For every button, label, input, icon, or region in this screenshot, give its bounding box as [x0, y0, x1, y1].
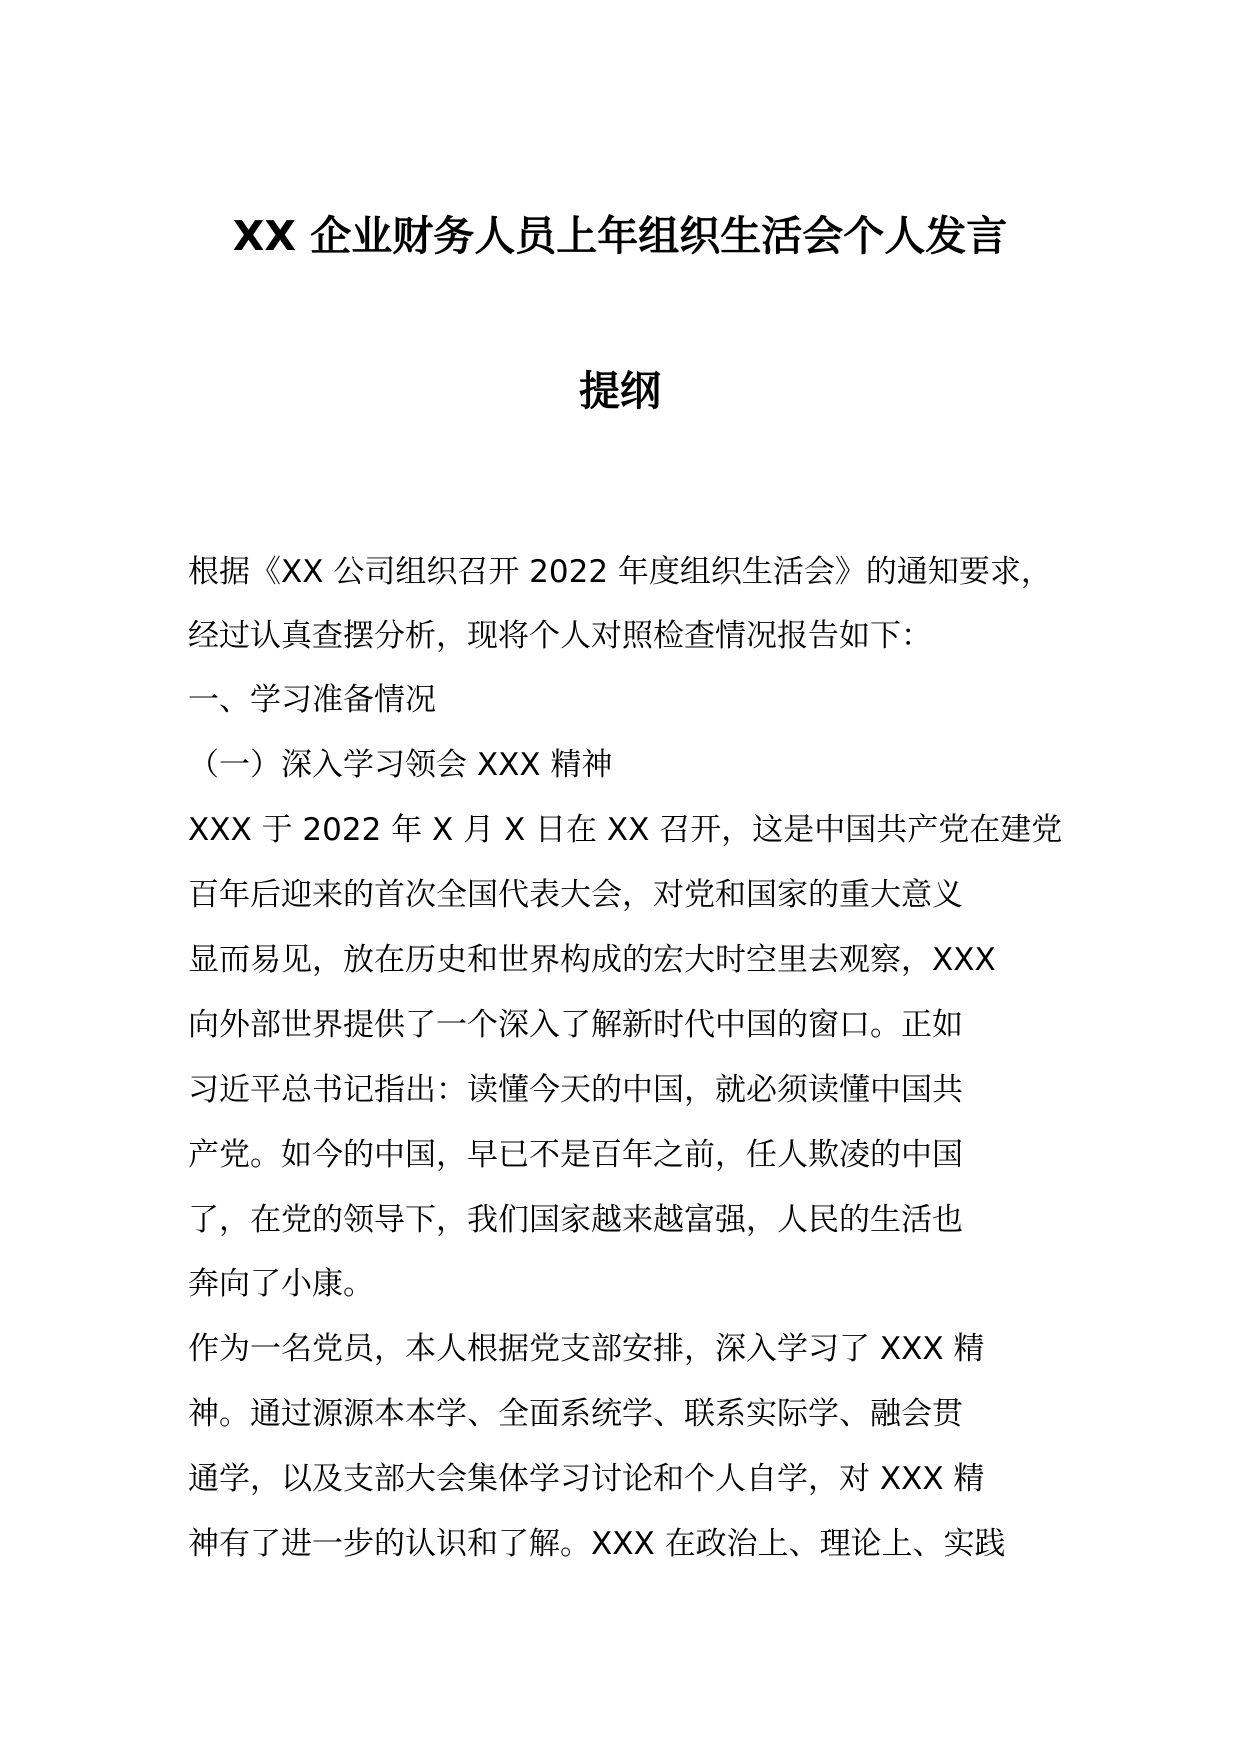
paragraph-line: 显而易见，放在历史和世界构成的宏大时空里去观察，XXX	[188, 942, 996, 978]
paragraph-line: 神。通过源源本本学、全面系统学、联系实际学、融会贯	[188, 1396, 963, 1432]
paragraph-line: 通学，以及支部大会集体学习讨论和个人自学，对 XXX 精	[188, 1461, 985, 1497]
paragraph-line: XXX 于 2022 年 X 月 X 日在 XX 召开，这是中国共产党在建党	[188, 812, 1063, 848]
section-heading: 一、学习准备情况	[188, 682, 436, 718]
paragraph-line: 根据《XX 公司组织召开 2022 年度组织生活会》的通知要求，	[188, 554, 1052, 590]
paragraph-line: 习近平总书记指出：读懂今天的中国，就必须读懂中国共	[188, 1072, 963, 1108]
paragraph-line: 了，在党的领导下，我们国家越来越富强，人民的生活也	[188, 1202, 963, 1238]
document-title-line-2: 提纲	[579, 367, 661, 415]
subsection-heading: （一）深入学习领会 XXX 精神	[188, 747, 613, 783]
paragraph-line: 向外部世界提供了一个深入了解新时代中国的窗口。正如	[188, 1007, 963, 1043]
paragraph-line: 作为一名党员，本人根据党支部安排，深入学习了 XXX 精	[188, 1331, 985, 1367]
paragraph-line: 经过认真查摆分析，现将个人对照检查情况报告如下：	[188, 618, 932, 654]
paragraph-line: 百年后迎来的首次全国代表大会，对党和国家的重大意义	[188, 877, 963, 913]
paragraph-line: 产党。如今的中国，早已不是百年之前，任人欺凌的中国	[188, 1137, 963, 1173]
paragraph-line: 奔向了小康。	[188, 1266, 374, 1302]
paragraph-line: 神有了进一步的认识和了解。XXX 在政治上、理论上、实践	[188, 1526, 1006, 1562]
document-title-line-1: XX 企业财务人员上年组织生活会个人发言	[232, 212, 1008, 260]
